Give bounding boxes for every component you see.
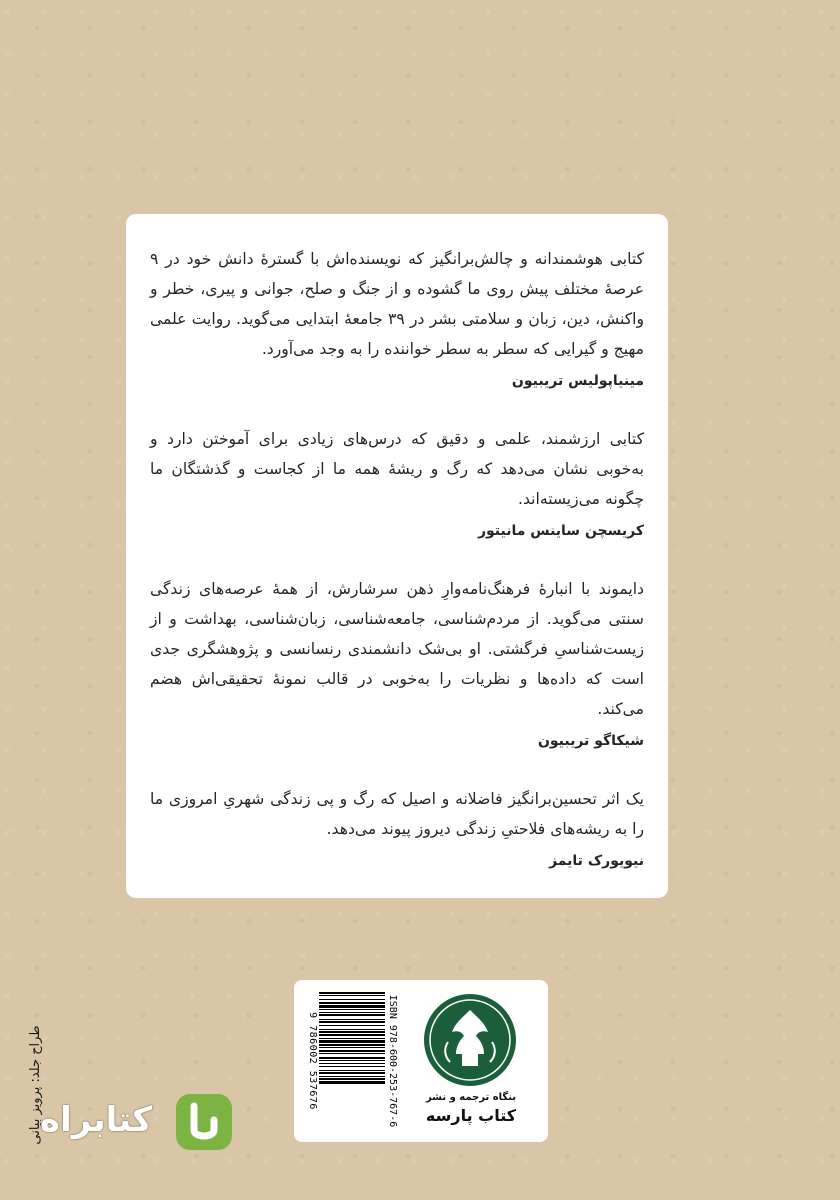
review-source: شیکاگو تریبیون	[537, 733, 644, 749]
review-text: کتابی ارزشمند، علمی و دقیق که درس‌های زیادی برای آموختن دارد و به‌خوبی نشان می‌دهد که رگ و ریشهٔ همه ما از کجاست و گذشتگان ما چگونه می‌زیسته‌اند.	[150, 430, 644, 508]
barcode-bars	[319, 988, 385, 1134]
barcode	[304, 988, 399, 1134]
review-2	[150, 424, 644, 544]
ketabrah-logo-icon	[172, 1090, 236, 1154]
review-source: نیویورک تایمز	[549, 853, 644, 869]
review-source: مینیاپولیس تریبیون	[511, 373, 644, 389]
review-text: کتابی هوشمندانه و چالش‌برانگیز که نویسنده‌اش با گسترهٔ دانش خود در ۹ عرصهٔ مختلف پیش روی ما گشوده و از جنگ و صلح، جوانی و پیری، خطر و واکنش، دین، زبان و سلامتی بشر در ۳۹ جامعهٔ ابتدایی می‌گوید. روایت علمی مهیج و گیرایی که سطر به سطر خواننده را به وجد می‌آورد.	[150, 250, 644, 358]
review-1	[150, 244, 644, 394]
watermark	[40, 1080, 220, 1170]
publisher-emblem-icon	[422, 992, 518, 1088]
review-source: کریسچن ساینس مانیتور	[477, 523, 644, 539]
review-text: یک اثر تحسین‌برانگیز فاضلانه و اصیل که رگ و پی زندگی شهریِ امروزی ما را به ریشه‌های فلاحتیِ زندگی دیروز پیوند می‌دهد.	[150, 790, 644, 838]
watermark-text: کتابراه	[40, 1100, 153, 1140]
barcode-box	[294, 980, 548, 1142]
isbn-label: ISBN 978-600-253-767-6	[387, 994, 398, 1128]
publisher-name: کتاب پارسه	[425, 1106, 517, 1125]
publisher-line1: بنگاه ترجمه و نشر	[425, 1092, 517, 1103]
review-text: دایموند با انبارهٔ فرهنگ‌نامه‌وارِ ذهن سرشارش، از همهٔ عرصه‌های زندگی سنتی می‌گوید. از مردم‌شناسی، جامعه‌شناسی، زبان‌شناسی، بهداشت و از زیست‌شناسیِ فرگشتی. او بی‌شک دانشمندی رنسانسی و پژوهشگری جدی است که داده‌ها و نظریات را به‌خوبی در قالب نمونهٔ تحقیقی‌اش هضم می‌کند.	[150, 580, 644, 718]
designer-credit	[16, 1010, 56, 1160]
reviews-panel	[126, 214, 668, 898]
designer-credit-text: طراح جلد: پرویز بیانی	[28, 1025, 43, 1145]
publisher-logo	[402, 988, 540, 1134]
isbn-digits: 9 786002 537676	[307, 1012, 318, 1110]
review-4	[150, 784, 644, 874]
review-3	[150, 574, 644, 754]
